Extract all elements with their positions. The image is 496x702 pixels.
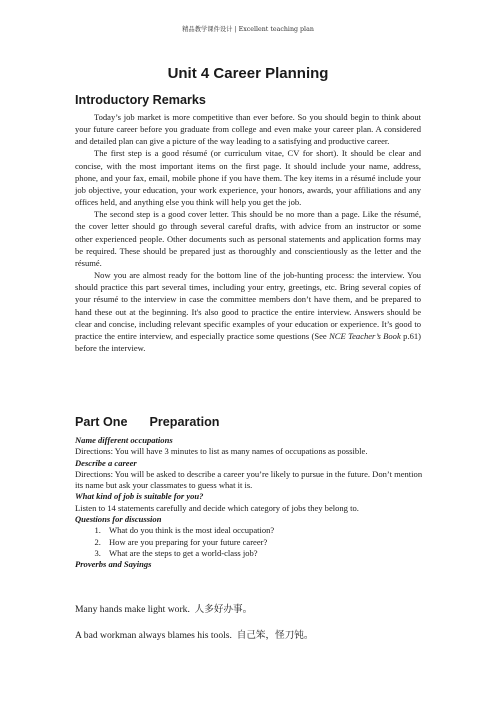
intro-paragraph-last	[75, 269, 421, 354]
list-item: 1. What do you think is the most ideal occupation?	[103, 525, 425, 536]
list-item: 3. What are the steps to get a world-class job?	[103, 548, 425, 559]
intro-paragraph: The second step is a good cover letter. This should be no more than a page. Like the résumé, the cover letter should go through several careful drafts, with advice from an instructor or some other experienced people. Other documents such as personal statements and application forms may be required. These should be prepared just as thoroughly and conscientiously as the letter and the résumé.	[75, 209, 421, 268]
book-reference: NCE Teacher’s Book	[329, 330, 401, 341]
saying-item	[75, 627, 314, 641]
saying-item	[75, 601, 252, 615]
intro-paragraph: Today’s job market is more competitive than ever before. So you should begin to think about your future career before you graduate from college and even make your career plan. A considered and detailed plan can give a picture of the way leading to a satisfying and productive career.	[75, 112, 421, 147]
list-item: 2. How are you preparing for your future career?	[103, 537, 425, 548]
discussion-questions-list	[75, 525, 425, 559]
discussion-questions-heading: Questions for discussion	[75, 514, 162, 525]
suitable-job-heading: What kind of job is suitable for you?	[75, 491, 204, 502]
part-label: Part One	[75, 415, 128, 429]
saying-chinese: 自己笨，怪刀钝。	[236, 630, 314, 641]
suitable-job-directions: Listen to 14 statements carefully and decide which category of jobs they belong to.	[75, 502, 359, 513]
preparation-section	[75, 435, 425, 571]
intro-paragraph-text: Now you are almost ready for the bottom line of the job-hunting process: the interview. You should practice this part several times, including your entry, greetings, etc. Bring several copies of your résumé to the interview in case the committee members don’t have them, and be prepared to hand these out at the beginning. It's also good to practice the entire interview. Answers should be clear and concise, including relevant specific examples of your education or experience. It’s good to practice the entire interview, and especially practice some questions (See	[75, 270, 421, 341]
part-one-heading	[75, 415, 220, 429]
name-occupations-directions: Directions: You will have 3 minutes to list as many names of occupations as possible.	[75, 446, 368, 457]
page-title: Unit 4 Career Planning	[167, 65, 329, 82]
reference-tail: p.61) before the interview.	[75, 330, 421, 353]
describe-career-heading: Describe a career	[75, 457, 137, 468]
saying-chinese: 人多好办事。	[194, 604, 253, 615]
saying-english: A bad workman always blames his tools.	[75, 630, 232, 641]
describe-career-directions: Directions: You will be asked to describe a career you’re likely to pursue in the future. Don’t mention its name but ask your classmates to guess what it is.	[75, 468, 423, 491]
page-header: 精品教学课件设计 | Excellent teaching plan	[182, 26, 314, 33]
intro-body	[75, 111, 421, 354]
saying-english: Many hands make light work.	[75, 604, 190, 615]
name-occupations-heading: Name different occupations	[75, 435, 173, 445]
part-title: Preparation	[149, 415, 220, 429]
intro-heading: Introductory Remarks	[75, 93, 206, 107]
proverbs-heading: Proverbs and Sayings	[75, 559, 152, 570]
intro-paragraph: The first step is a good résumé (or curriculum vitae, CV for short). It should be clear and concise, with the most important items on the first page. It should include your name, address, phone, and your fax, email, mobile phone if you have them. The key items in a résumé include your job objective, your education, your work experience, your honors, awards, your affiliations and any offices held, and anything else you think will help you get the job.	[75, 148, 421, 208]
